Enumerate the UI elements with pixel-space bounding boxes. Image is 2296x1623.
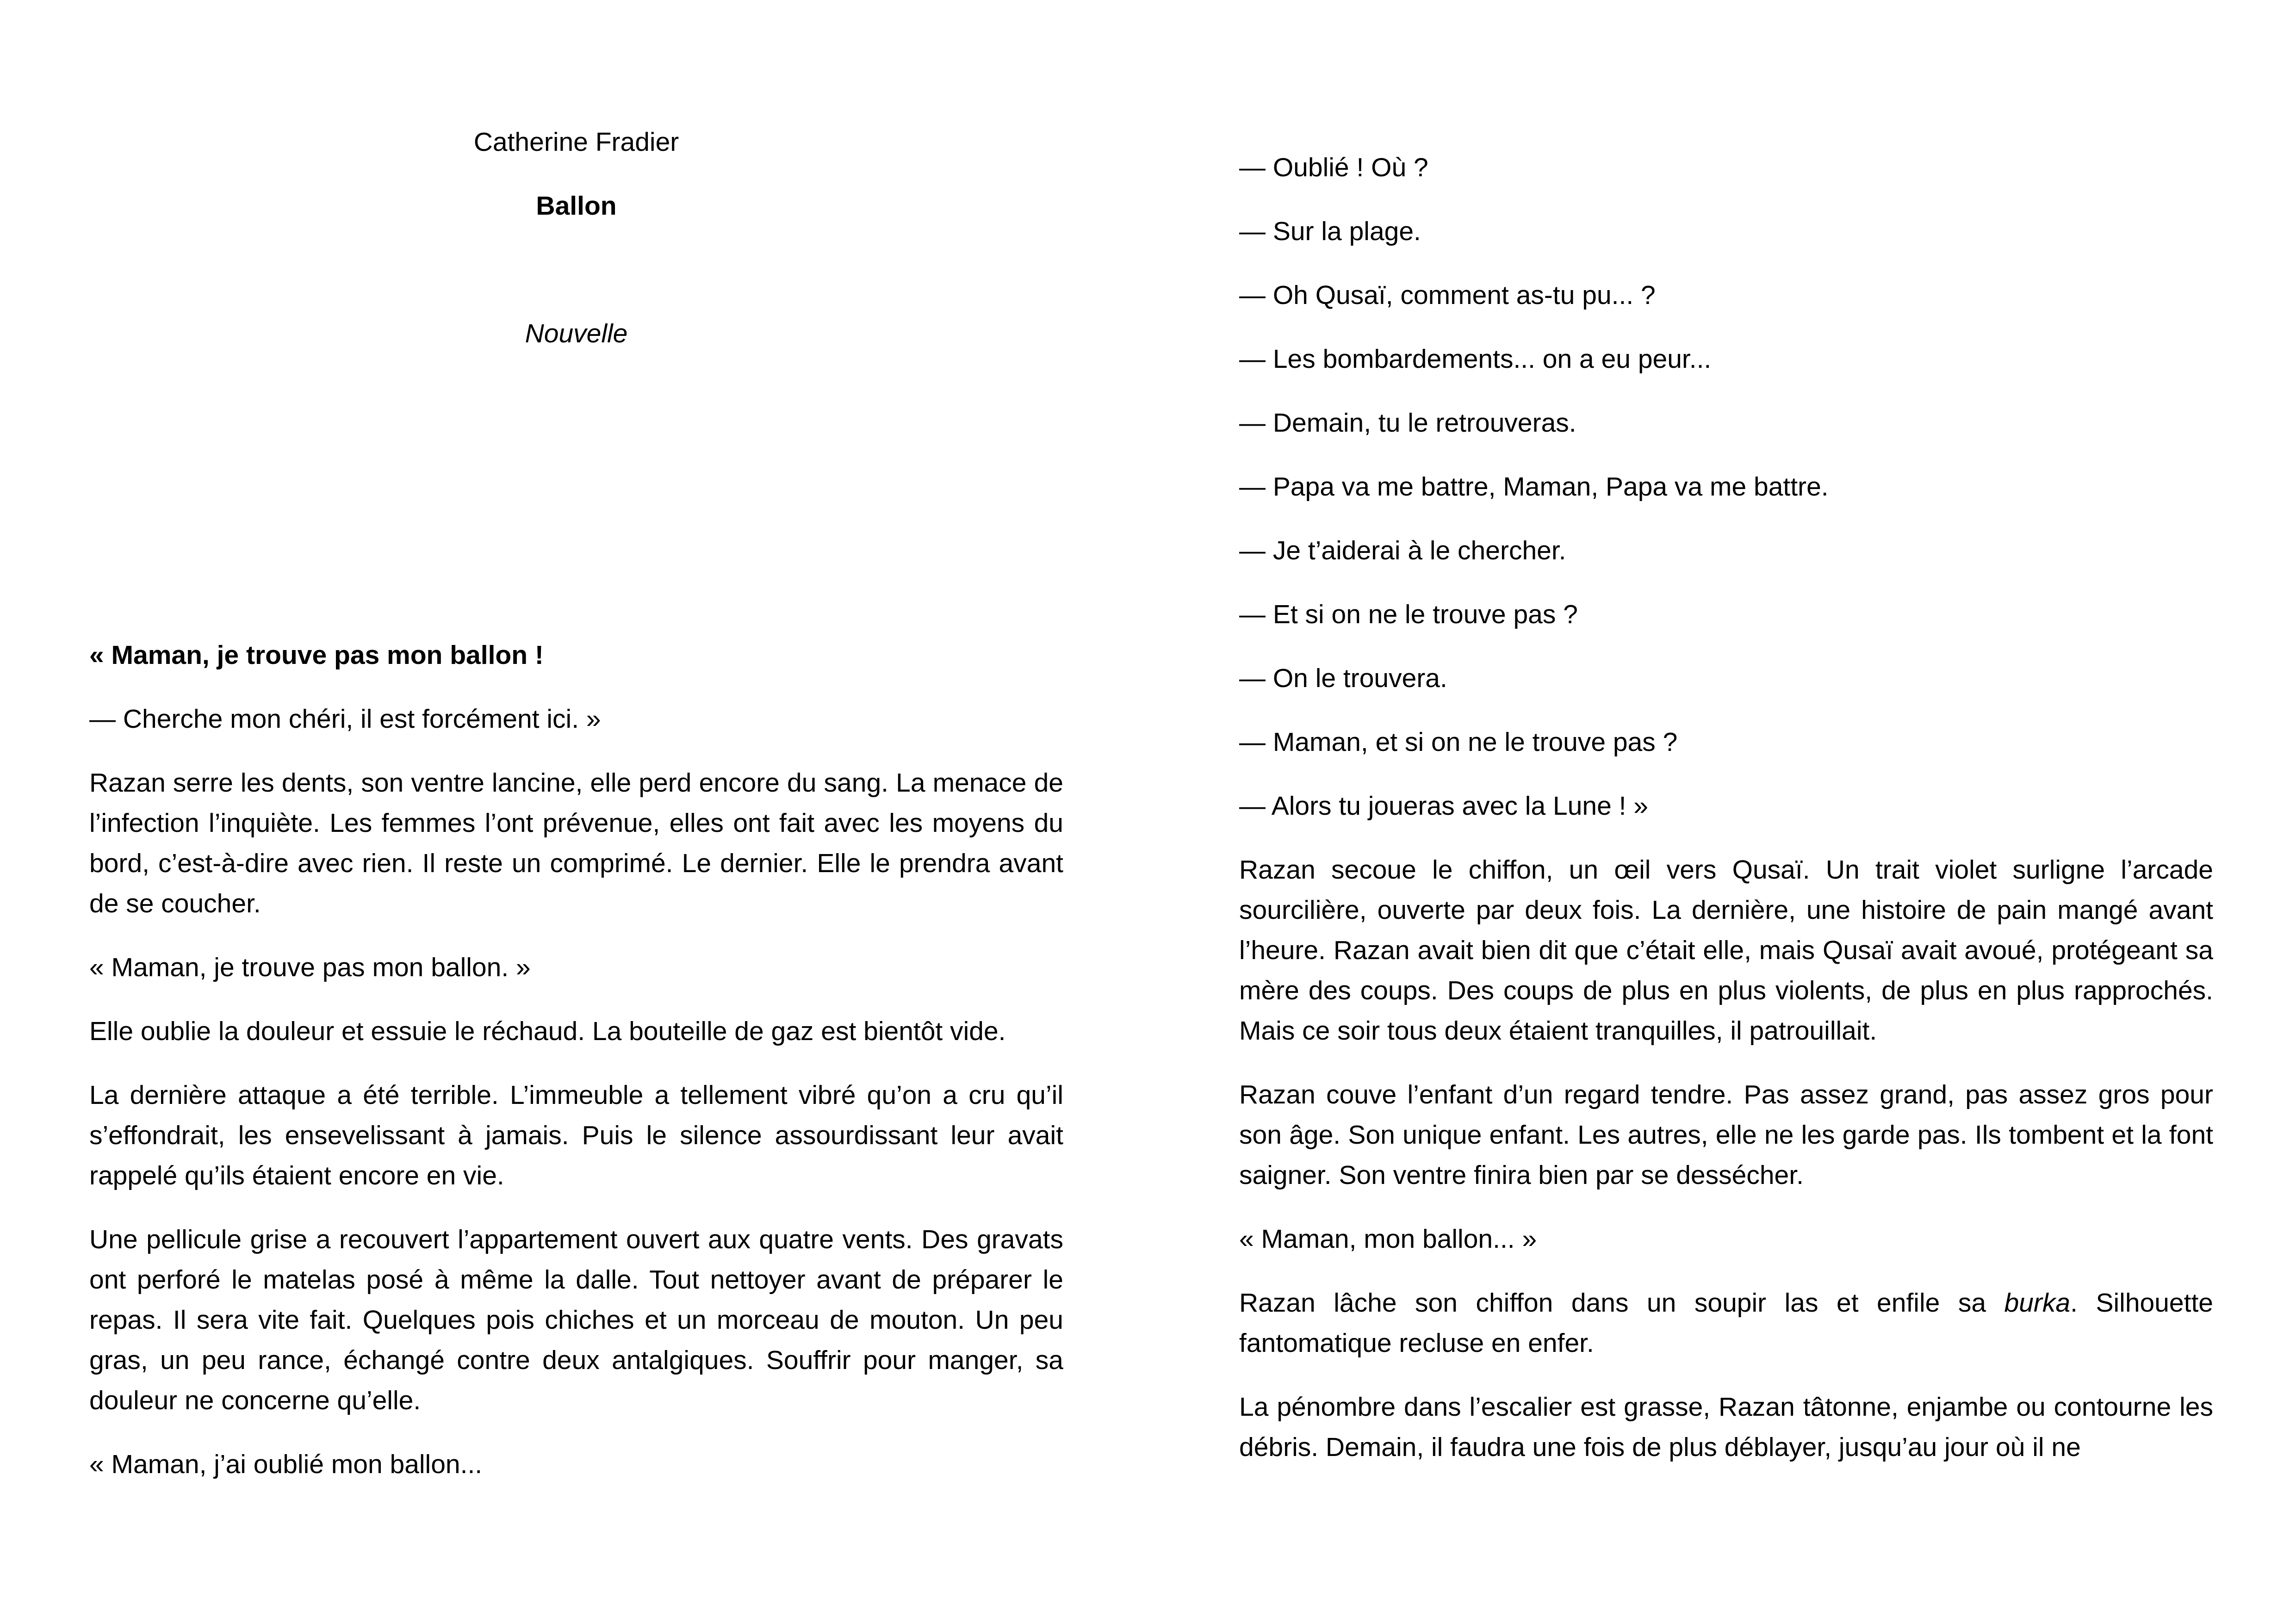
title-block xyxy=(89,122,1063,354)
italic-word: burka xyxy=(2004,1288,2071,1318)
paragraph: « Maman, j’ai oublié mon ballon... xyxy=(89,1450,483,1479)
paragraph: « Maman, je trouve pas mon ballon ! xyxy=(89,640,544,670)
paragraph: « Maman, mon ballon... » xyxy=(1239,1224,1537,1254)
dialogue-line: — Alors tu joueras avec la Lune ! » xyxy=(1239,791,1649,821)
paragraph: — Cherche mon chéri, il est forcément ici. » xyxy=(89,704,601,734)
paragraph-text: Razan lâche son chiffon dans un soupir las et enfile sa xyxy=(1239,1288,2004,1318)
dialogue-line: — Maman, et si on ne le trouve pas ? xyxy=(1239,727,1678,757)
genre-label: Nouvelle xyxy=(525,319,628,348)
paragraph: Une pellicule grise a recouvert l’appartement ouvert aux quatre vents. Des gravats ont perforé le matelas posé à même la dalle. Tout nettoyer avant de préparer le repas. Il sera vite fait. Quelques pois chiches et un morceau de mouton. Un peu gras, un peu rance, échangé contre deux antalgiques. Souffrir pour manger, sa douleur ne concerne qu’elle. xyxy=(89,1225,1063,1415)
left-text-body xyxy=(89,635,1063,1508)
dialogue-line: — Je t’aiderai à le chercher. xyxy=(1239,536,1566,565)
dialogue-line: — Et si on ne le trouve pas ? xyxy=(1239,600,1578,629)
dialogue-line: — Oh Qusaï, comment as-tu pu... ? xyxy=(1239,280,1656,310)
paragraph: « Maman, je trouve pas mon ballon. » xyxy=(89,953,531,982)
paragraph: Razan couve l’enfant d’un regard tendre. Pas assez grand, pas assez gros pour son âge. Son unique enfant. Les autres, elle ne les garde pas. Ils tombent et la font saigner. Son ventre finira bien par se dessécher. xyxy=(1239,1080,2213,1190)
paragraph xyxy=(1239,1283,2213,1363)
paragraph: Razan secoue le chiffon, un œil vers Qusaï. Un trait violet surligne l’arcade sourcilière, ouverte par deux fois. La dernière, une histoire de pain mangé avant l’heure. Razan avait bien dit que c’était elle, mais Qusaï avait avoué, protégeant sa mère des coups. Des coups de plus en plus violents, de plus en plus rapprochés. Mais ce soir tous deux étaient tranquilles, il patrouillait. xyxy=(1239,855,2213,1046)
author-name: Catherine Fradier xyxy=(473,127,679,157)
paragraph: Razan serre les dents, son ventre lancine, elle perd encore du sang. La menace de l’infection l’inquiète. Les femmes l’ont prévenue, elles ont fait avec les moyens du bord, c’est-à-dire avec rien. Il reste un comprimé. Le dernier. Elle le prendra avant de se coucher. xyxy=(89,768,1063,918)
dialogue-line: — Demain, tu le retrouveras. xyxy=(1239,408,1576,438)
paragraph-text: . Silhouette fantomatique recluse en enfer. xyxy=(1239,1288,2213,1358)
paragraph: Elle oublie la douleur et essuie le réchaud. La bouteille de gaz est bientôt vide. xyxy=(89,1016,1006,1046)
story-title: Ballon xyxy=(536,191,617,221)
dialogue-line: — Les bombardements... on a eu peur... xyxy=(1239,344,1712,374)
paragraph: La dernière attaque a été terrible. L’immeuble a tellement vibré qu’on a cru qu’il s’effondrait, les ensevelissant à jamais. Puis le silence assourdissant leur avait rappelé qu’ils étaient encore en vie. xyxy=(89,1080,1063,1190)
paragraph: La pénombre dans l’escalier est grasse, Razan tâtonne, enjambe ou contourne les débris. Demain, il faudra une fois de plus déblayer, jusqu’au jour où il ne xyxy=(1239,1392,2213,1462)
dialogue-line: — Oublié ! Où ? xyxy=(1239,153,1428,182)
dialogue-line: — Sur la plage. xyxy=(1239,217,1421,246)
right-text-body xyxy=(1239,148,2213,1491)
dialogue-line: — On le trouvera. xyxy=(1239,663,1447,693)
dialogue-line: — Papa va me battre, Maman, Papa va me battre. xyxy=(1239,472,1829,502)
